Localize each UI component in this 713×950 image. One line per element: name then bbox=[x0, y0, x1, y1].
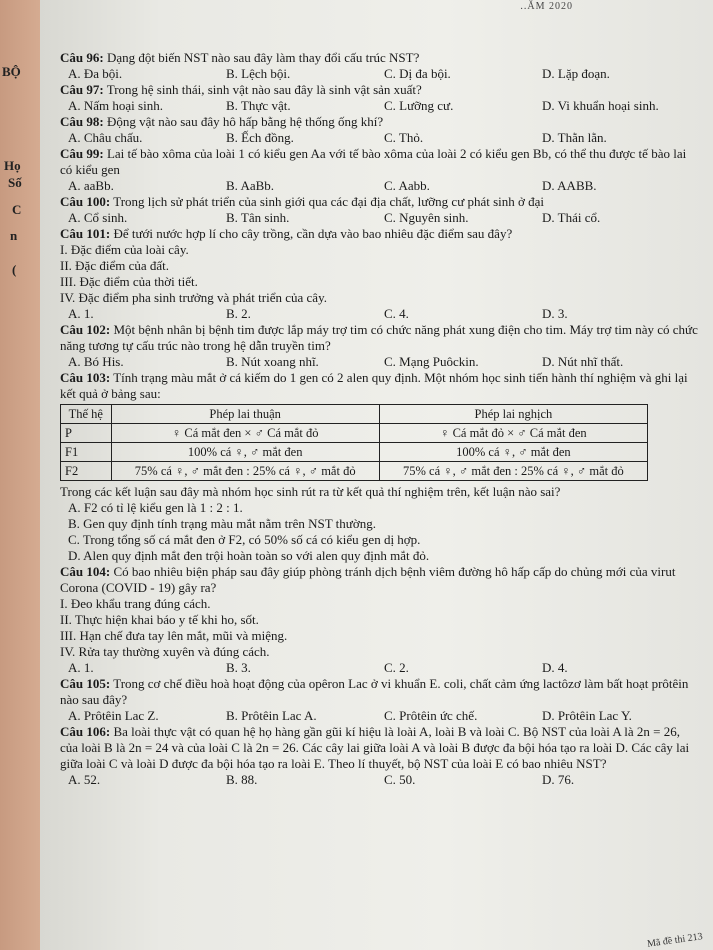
options-104 bbox=[60, 660, 700, 676]
statement-item: I. Đeo khẩu trang đúng cách. bbox=[60, 596, 211, 611]
options-102 bbox=[60, 354, 700, 370]
option-a[interactable]: A. Cổ sinh. bbox=[68, 210, 128, 225]
option-b[interactable]: B. Gen quy định tính trạng màu mắt nằm trên NST thường. bbox=[68, 516, 376, 531]
table-header: Phép lai nghịch bbox=[379, 405, 647, 424]
table-cell: 100% cá ♀, ♂ mắt đen bbox=[379, 443, 647, 462]
margin-text: n bbox=[10, 228, 18, 243]
table-header: Phép lai thuận bbox=[111, 405, 379, 424]
statement-item: III. Đặc điểm của thời tiết. bbox=[60, 274, 198, 289]
question-text: Trong các kết luận sau đây mà nhóm học sinh rút ra từ kết quả thí nghiệm trên, kết luận nào sai? bbox=[60, 484, 561, 499]
margin-text: ( bbox=[12, 262, 17, 277]
option-c[interactable]: C. 2. bbox=[384, 660, 409, 675]
option-a[interactable]: A. Bó His. bbox=[68, 354, 124, 369]
statement-item: III. Hạn chế đưa tay lên mắt, mũi và miệng. bbox=[60, 628, 288, 643]
option-a[interactable]: A. F2 có tỉ lệ kiểu gen là 1 : 2 : 1. bbox=[68, 500, 243, 515]
option-d[interactable]: D. Prôtêin Lac Y. bbox=[542, 708, 632, 723]
exam-content bbox=[60, 50, 700, 788]
option-d[interactable]: D. Thằn lằn. bbox=[542, 130, 607, 145]
question-number: Câu 102: bbox=[60, 322, 111, 337]
question-number: Câu 97: bbox=[60, 82, 104, 97]
question-97 bbox=[60, 82, 700, 98]
question-text: Trong lịch sử phát triển của sinh giới qua các đại địa chất, lưỡng cư phát sinh ở đại bbox=[113, 194, 545, 209]
question-number: Câu 105: bbox=[60, 676, 111, 691]
question-number: Câu 104: bbox=[60, 564, 111, 579]
options-98 bbox=[60, 130, 700, 146]
table-header-row bbox=[61, 405, 648, 424]
question-99 bbox=[60, 146, 700, 178]
statement-item: IV. Rửa tay thường xuyên và đúng cách. bbox=[60, 644, 270, 659]
option-a[interactable]: A. 1. bbox=[68, 660, 94, 675]
option-b[interactable]: B. 88. bbox=[226, 772, 258, 787]
table-row bbox=[61, 443, 648, 462]
table-row bbox=[61, 462, 648, 481]
option-c[interactable]: C. Thỏ. bbox=[384, 130, 424, 145]
option-c[interactable]: C. Lưỡng cư. bbox=[384, 98, 454, 113]
table-cell: F1 bbox=[61, 443, 112, 462]
option-c[interactable]: C. Nguyên sinh. bbox=[384, 210, 469, 225]
option-d[interactable]: D. Vi khuẩn hoại sinh. bbox=[542, 98, 659, 113]
option-b[interactable]: B. 3. bbox=[226, 660, 251, 675]
question-104 bbox=[60, 564, 700, 596]
question-96 bbox=[60, 50, 700, 66]
option-c[interactable]: C. Dị đa bội. bbox=[384, 66, 451, 81]
option-b[interactable]: B. Tân sinh. bbox=[226, 210, 290, 225]
table-cell: P bbox=[61, 424, 112, 443]
options-97 bbox=[60, 98, 700, 114]
option-b[interactable]: B. Prôtêin Lac A. bbox=[226, 708, 317, 723]
question-text: Tính trạng màu mắt ở cá kiếm do 1 gen có 2 alen quy định. Một nhóm học sinh tiến hành thí nghiệm và ghi lại kết quả ở bảng sau: bbox=[60, 370, 688, 401]
margin-text: Số bbox=[8, 175, 22, 190]
options-106 bbox=[60, 772, 700, 788]
question-101 bbox=[60, 226, 700, 242]
option-c[interactable]: C. 4. bbox=[384, 306, 409, 321]
table-cell: 100% cá ♀, ♂ mắt đen bbox=[111, 443, 379, 462]
option-a[interactable]: A. Châu chấu. bbox=[68, 130, 143, 145]
statement-item: II. Thực hiện khai báo y tế khi ho, sốt. bbox=[60, 612, 259, 627]
header-text: ..ĂM 2020 bbox=[520, 1, 573, 12]
option-b[interactable]: B. Nút xoang nhĩ. bbox=[226, 354, 319, 369]
option-c[interactable]: C. Aabb. bbox=[384, 178, 430, 193]
option-b[interactable]: B. Lệch bội. bbox=[226, 66, 291, 81]
statement-item: II. Đặc điểm của đất. bbox=[60, 258, 170, 273]
question-text: Trong hệ sinh thái, sinh vật nào sau đây là sinh vật sản xuất? bbox=[106, 82, 422, 97]
option-a[interactable]: A. 52. bbox=[68, 772, 101, 787]
table-cell: 75% cá ♀, ♂ mắt đen : 25% cá ♀, ♂ mắt đỏ bbox=[379, 462, 647, 481]
options-101 bbox=[60, 306, 700, 322]
option-d[interactable]: D. 4. bbox=[542, 660, 568, 675]
margin-text: C bbox=[12, 202, 22, 217]
question-text: Một bệnh nhân bị bệnh tim được lắp máy trợ tim có chức năng phát xung điện cho tim. Máy trợ tim này có chức năng tương tự cấu trúc nào trong hệ dẫn truyền tim? bbox=[60, 322, 698, 353]
option-c[interactable]: C. Prôtêin ức chế. bbox=[384, 708, 478, 723]
table-header: Thế hệ bbox=[61, 405, 112, 424]
option-d[interactable]: D. 76. bbox=[542, 772, 575, 787]
option-a[interactable]: A. 1. bbox=[68, 306, 94, 321]
option-d[interactable]: D. Alen quy định mắt đen trội hoàn toàn so với alen quy định mắt đỏ. bbox=[68, 548, 430, 563]
question-number: Câu 96: bbox=[60, 50, 104, 65]
question-number: Câu 100: bbox=[60, 194, 111, 209]
option-a[interactable]: A. Nấm hoại sinh. bbox=[68, 98, 163, 113]
option-b[interactable]: B. AaBb. bbox=[226, 178, 275, 193]
question-105 bbox=[60, 676, 700, 708]
question-number: Câu 106: bbox=[60, 724, 111, 739]
option-a[interactable]: A. aaBb. bbox=[68, 178, 114, 193]
question-text: Để tưới nước hợp lí cho cây trồng, cần dựa vào bao nhiêu đặc điểm sau đây? bbox=[113, 226, 513, 241]
statement-item: IV. Đặc điểm pha sinh trưởng và phát triển của cây. bbox=[60, 290, 327, 305]
option-c[interactable]: C. Trong tổng số cá mắt đen ở F2, có 50% số cá có kiểu gen dị hợp. bbox=[68, 532, 421, 547]
result-table bbox=[60, 404, 648, 481]
table-cell: 75% cá ♀, ♂ mắt đen : 25% cá ♀, ♂ mắt đỏ bbox=[111, 462, 379, 481]
option-c[interactable]: C. Mạng Puôckin. bbox=[384, 354, 479, 369]
margin-text: BỘ bbox=[2, 64, 21, 79]
options-99 bbox=[60, 178, 700, 194]
question-102 bbox=[60, 322, 700, 354]
option-d[interactable]: D. Thái cổ. bbox=[542, 210, 601, 225]
question-100 bbox=[60, 194, 700, 210]
question-number: Câu 103: bbox=[60, 370, 111, 385]
question-98 bbox=[60, 114, 700, 130]
options-100 bbox=[60, 210, 700, 226]
option-b[interactable]: B. Ếch đồng. bbox=[226, 130, 294, 145]
table-cell: F2 bbox=[61, 462, 112, 481]
question-text: Ba loài thực vật có quan hệ họ hàng gần gũi kí hiệu là loài A, loài B và loài C. Bộ NST của loài A là 2n = 26, của loài B là 2n = 24 và của loài C là 2n = 26. Các cây lai giữa loài A và loài B được đa bội hóa tạo ra loài D. Các cây lai giữa loài C và loài D được đa bội hóa tạo ra loài E. Theo lí thuyết, bộ NST của loài E có bao nhiêu NST? bbox=[60, 724, 690, 771]
table-cell: ♀ Cá mắt đen × ♂ Cá mắt đỏ bbox=[111, 424, 379, 443]
option-d[interactable]: D. Lặp đoạn. bbox=[542, 66, 610, 81]
option-c[interactable]: C. 50. bbox=[384, 772, 416, 787]
options-105 bbox=[60, 708, 700, 724]
question-number: Câu 98: bbox=[60, 114, 104, 129]
question-text: Động vật nào sau đây hô hấp bằng hệ thống ống khí? bbox=[106, 114, 384, 129]
table-cell: ♀ Cá mắt đỏ × ♂ Cá mắt đen bbox=[379, 424, 647, 443]
question-number: Câu 99: bbox=[60, 146, 104, 161]
option-d[interactable]: D. 3. bbox=[542, 306, 568, 321]
option-b[interactable]: B. Thực vật. bbox=[226, 98, 291, 113]
option-a[interactable]: A. Đa bội. bbox=[68, 66, 123, 81]
margin-text: Họ bbox=[4, 158, 21, 173]
option-d[interactable]: D. AABB. bbox=[542, 178, 597, 193]
question-text: Lai tế bào xôma của loài 1 có kiểu gen Aa với tế bào xôma của loài 2 có kiểu gen Bb, có thể thu được tế bào lai có kiểu gen bbox=[60, 146, 687, 177]
question-106 bbox=[60, 724, 700, 772]
question-text: Dạng đột biến NST nào sau đây làm thay đổi cấu trúc NST? bbox=[106, 50, 420, 65]
option-d[interactable]: D. Nút nhĩ thất. bbox=[542, 354, 624, 369]
question-text: Có bao nhiêu biện pháp sau đây giúp phòng tránh dịch bệnh viêm đường hô hấp cấp do chủng mới của virut Corona (COVID - 19) gây ra? bbox=[60, 564, 676, 595]
exam-code: Mã đề thi 213 bbox=[646, 931, 704, 950]
options-96 bbox=[60, 66, 700, 82]
table-row bbox=[61, 424, 648, 443]
option-b[interactable]: B. 2. bbox=[226, 306, 251, 321]
question-text: Trong cơ chế điều hoà hoạt động của opêron Lac ở vi khuẩn E. coli, chất cảm ứng lactôzơ làm bất hoạt prôtêin nào sau đây? bbox=[60, 676, 689, 707]
option-a[interactable]: A. Prôtêin Lac Z. bbox=[68, 708, 159, 723]
question-103 bbox=[60, 370, 700, 402]
statement-item: I. Đặc điểm của loài cây. bbox=[60, 242, 189, 257]
question-number: Câu 101: bbox=[60, 226, 111, 241]
